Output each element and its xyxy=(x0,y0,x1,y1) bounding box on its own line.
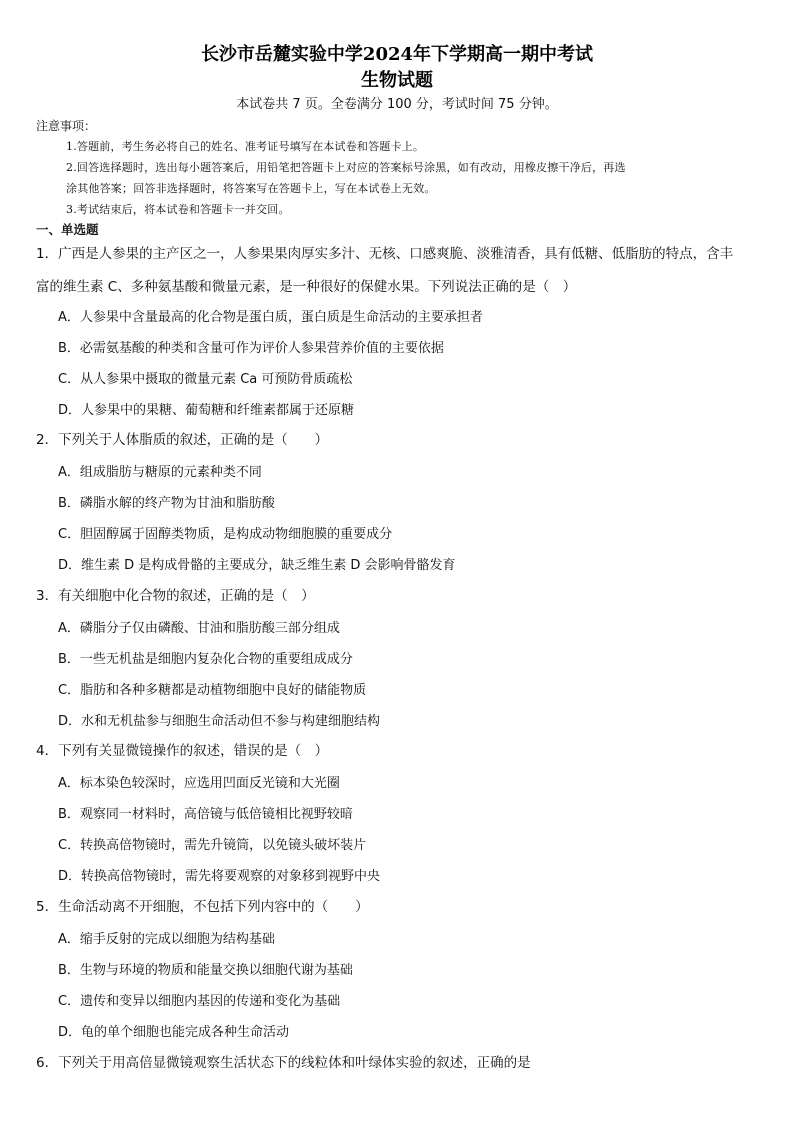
question-1-option-a: A．人参果中含量最高的化合物是蛋白质，蛋白质是生命活动的主要承担者 xyxy=(58,310,483,325)
question-3-option-d: D．水和无机盐参与细胞生命活动但不参与构建细胞结构 xyxy=(58,714,381,729)
question-3-option-c: C．脂肪和各种多糖都是动植物细胞中良好的储能物质 xyxy=(58,683,367,698)
question-5-stem: 5．生命活动离不开细胞，不包括下列内容中的（ ） xyxy=(36,899,369,915)
question-5-option-d: D．龟的单个细胞也能完成各种生命活动 xyxy=(58,1025,290,1040)
notice-item-3: 3.考试结束后，将本试卷和答题卡一并交回。 xyxy=(66,203,290,216)
question-2-option-b: B．磷脂水解的终产物为甘油和脂肪酸 xyxy=(58,496,275,511)
exam-title: 长沙市岳麓实验中学2024年下学期高一期中考试 xyxy=(200,44,594,65)
notice-item-1: 1.答题前，考生务必将自己的姓名、准考证号填写在本试卷和答题卡上。 xyxy=(66,140,425,153)
question-4-option-b: B．观察同一材料时，高倍镜与低倍镜相比视野较暗 xyxy=(58,807,353,822)
question-5-option-b: B．生物与环境的物质和能量交换以细胞代谢为基础 xyxy=(58,963,353,978)
notice-item-2-cont: 涂其他答案；回答非选择题时，将答案写在答题卡上，写在本试卷上无效。 xyxy=(66,182,436,195)
question-2-option-a: A．组成脂肪与糖原的元素种类不同 xyxy=(58,465,262,480)
question-1-stem: 1．广西是人参果的主产区之一，人参果果肉厚实多汁、无核、口感爽脆、淡雅清香，具有低糖、低脂肪的特点，含丰 xyxy=(36,246,734,262)
question-1-option-d: D．人参果中的果糖、葡萄糖和纤维素都属于还原糖 xyxy=(58,403,355,418)
question-3-stem: 3．有关细胞中化合物的叙述，正确的是（ ） xyxy=(36,588,315,604)
question-4-stem: 4．下列有关显微镜操作的叙述，错误的是（ ） xyxy=(36,743,329,759)
question-4-option-d: D．转换高倍物镜时，需先将要观察的对象移到视野中央 xyxy=(58,869,381,884)
question-5-option-c: C．遗传和变异以细胞内基因的传递和变化为基础 xyxy=(58,994,341,1009)
question-2-option-d: D．维生素 D 是构成骨骼的主要成分，缺乏维生素 D 会影响骨骼发育 xyxy=(58,558,456,573)
question-4-option-c: C．转换高倍物镜时，需先升镜筒，以免镜头破坏装片 xyxy=(58,838,367,853)
exam-subject-title: 生物试题 xyxy=(361,70,433,91)
question-3-option-b: B．一些无机盐是细胞内复杂化合物的重要组成成分 xyxy=(58,652,353,667)
question-1-option-b: B．必需氨基酸的种类和含量可作为评价人参果营养价值的主要依据 xyxy=(58,341,444,356)
notice-heading: 注意事项： xyxy=(36,119,97,133)
question-1-stem-cont: 富的维生素 C、多种氨基酸和微量元素，是一种很好的保健水果。下列说法正确的是（ ） xyxy=(36,279,577,295)
question-3-option-a: A．磷脂分子仅由磷酸、甘油和脂肪酸三部分组成 xyxy=(58,621,340,636)
question-4-option-a: A．标本染色较深时，应选用凹面反光镜和大光圈 xyxy=(58,776,340,791)
question-6-stem: 6．下列关于用高倍显微镜观察生活状态下的线粒体和叶绿体实验的叙述，正确的是 xyxy=(36,1055,531,1071)
notice-item-2: 2.回答选择题时，选出每小题答案后，用铅笔把答题卡上对应的答案标号涂黑，如有改动，用橡皮擦干净后，再选 xyxy=(66,161,626,174)
question-2-stem: 2．下列关于人体脂质的叙述，正确的是（ ） xyxy=(36,432,329,448)
question-2-option-c: C．胆固醇属于固醇类物质，是构成动物细胞膜的重要成分 xyxy=(58,527,393,542)
question-5-option-a: A．缩手反射的完成以细胞为结构基础 xyxy=(58,932,275,947)
section-title: 一、单选题 xyxy=(36,222,99,237)
question-1-option-c: C．从人参果中摄取的微量元素 Ca 可预防骨质疏松 xyxy=(58,372,353,387)
exam-meta: 本试卷共 7 页。全卷满分 100 分，考试时间 75 分钟。 xyxy=(236,97,558,112)
